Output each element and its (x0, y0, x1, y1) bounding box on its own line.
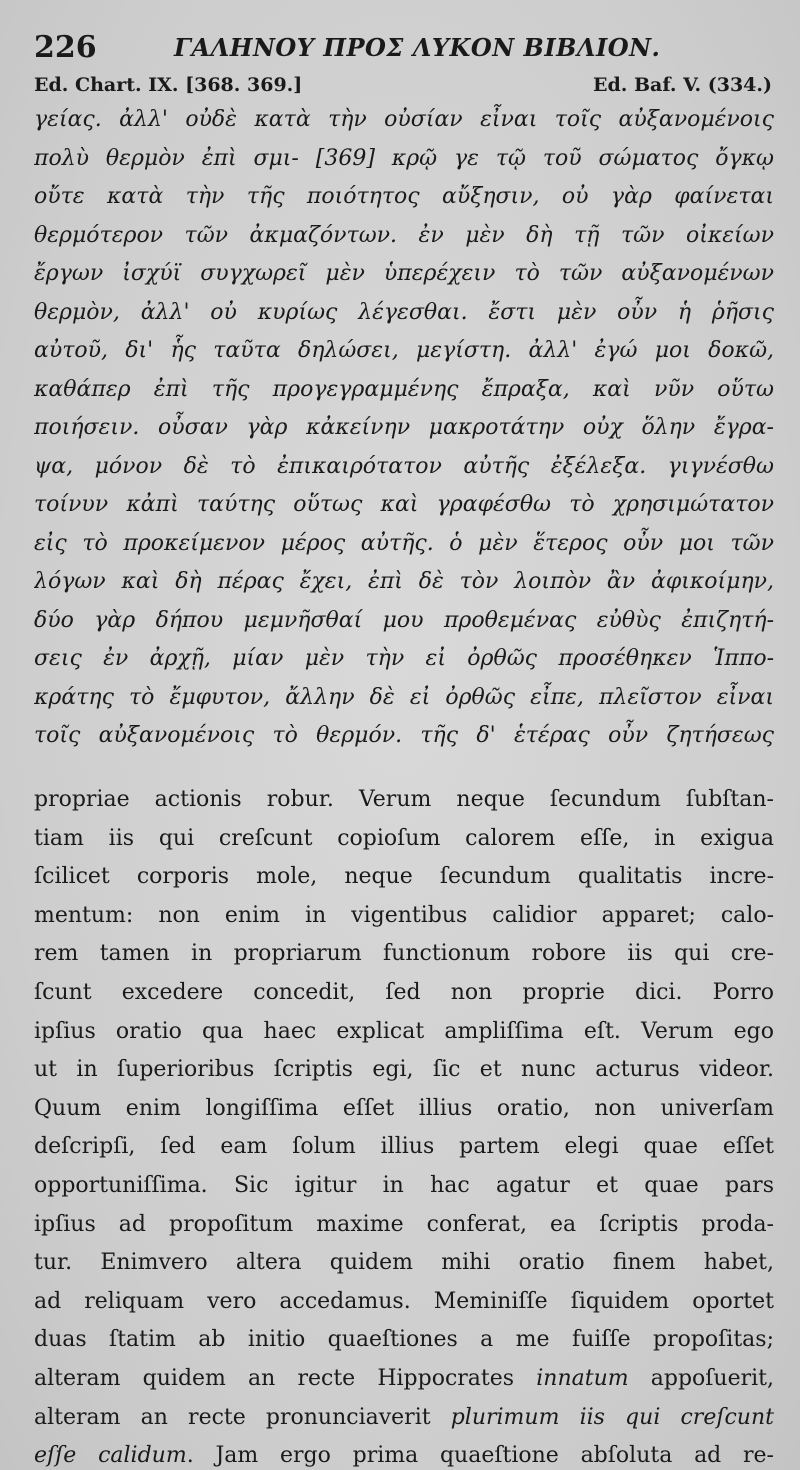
text-segment: tiam iis qui creſcunt copioſum calorem eſſe, in exigua (34, 825, 774, 851)
greek-text-line: θερμὸν, ἀλλ' οὐ κυρίως λέγεσθαι. ἔστι μὲν οὖν ἡ ῥῆσις (34, 299, 774, 325)
latin-text-line (34, 1360, 774, 1399)
greek-text-line: τοίνυν κἀπὶ ταύτης οὕτως καὶ γραφέσθω τὸ χρησιμώτατον (34, 492, 774, 517)
latin-text-line (34, 1321, 774, 1360)
text-segment: ſcunt excedere concedit, ſed non proprie dici. Porro (34, 979, 774, 1005)
greek-text-line: κράτης τὸ ἔμφυτον, ἄλλην δὲ εἰ ὀρθῶς εἶπε, πλεῖστον εἶναι (34, 684, 774, 710)
page-number: 226 (34, 30, 97, 65)
text-segment: ut in ſuperioribus ſcriptis egi, ſic et nunc acturus videor. (34, 1057, 774, 1083)
latin-text-line (34, 1399, 774, 1438)
latin-text-line (34, 820, 774, 859)
greek-text-line: τοῖς αὐξανομένοις τὸ θερμόν. τῆς δ' ἑτέρας οὖν ζητήσεως (34, 723, 774, 748)
italic-phrase: plurimum iis qui creſcunt (450, 1404, 774, 1430)
text-segment: ſcilicet corporis mole, neque ſecundum qualitatis incre- (34, 864, 774, 890)
latin-text-line (34, 1090, 774, 1129)
text-segment: ad reliquam vero accedamus. Meminiſſe ſiquidem oportet (34, 1288, 774, 1314)
greek-text-line: σεις ἐν ἀρχῇ, μίαν μὲν τὴν εἰ ὀρθῶς προσέθηκεν Ἱππο- (34, 646, 774, 671)
latin-text-line (34, 974, 774, 1013)
text-segment: appoſuerit, (628, 1365, 774, 1391)
latin-text-line (34, 1283, 774, 1322)
text-segment: mentum: non enim in vigentibus calidior apparet; calo- (34, 902, 774, 928)
text-segment: propriae actionis robur. Verum neque ſecundum ſubſtan- (34, 787, 774, 812)
latin-text-line (34, 1244, 774, 1283)
text-segment: deſcripſi, ſed eam ſolum illius partem elegi quae eſſet (34, 1134, 774, 1160)
latin-text-line (34, 1437, 774, 1470)
greek-text-block (34, 101, 774, 756)
greek-text-line: δύο γὰρ δήπου μεμνῆσθαί μου προθεμένας εὐθὺς ἐπιζητή- (34, 607, 774, 633)
text-segment: alteram quidem an recte Hippocrates (34, 1365, 537, 1391)
latin-text-line (34, 1051, 774, 1090)
text-segment: tur. Enimvero altera quidem mihi oratio finem habet, (34, 1250, 774, 1276)
edition-basel-reference: Ed. Baf. V. (334.) (593, 74, 772, 96)
greek-text-line: λόγων καὶ δὴ πέρας ἔχει, ἐπὶ δὲ τὸν λοιπὸν ἂν ἀφικοίμην, (34, 569, 774, 594)
greek-text-line: πολὺ θερμὸν ἐπὶ σμι- [369] κρῷ γε τῷ τοῦ σώματος ὄγκῳ (34, 145, 774, 171)
greek-text-line: θερμότερον τῶν ἀκμαζόντων. ἐν μὲν δὴ τῇ τῶν οἰκείων (34, 222, 774, 248)
latin-text-line (34, 897, 774, 936)
page-header (34, 30, 774, 70)
greek-text-line: ψα, μόνον δὲ τὸ ἐπικαιρότατον αὐτῆς ἐξέλεξα. γιγνέσθω (34, 453, 774, 479)
greek-text-line: ἔργων ἰσχύϊ συγχωρεῖ μὲν ὑπερέχειν τὸ τῶν αὐξανομένων (34, 261, 774, 286)
latin-text-line (34, 935, 774, 974)
text-segment: ipſius ad propoſitum maxime conferat, ea ſcriptis proda- (34, 1211, 774, 1237)
italic-phrase: innatum (536, 1365, 629, 1391)
italic-phrase: eſſe calidum (34, 1443, 187, 1469)
latin-text-line (34, 1206, 774, 1245)
latin-text-line (34, 781, 774, 820)
greek-text-line: γείας. ἀλλ' οὐδὲ κατὰ τὴν οὐσίαν εἶναι τοῖς αὐξανομένοις (34, 107, 774, 132)
text-segment: duas ſtatim ab initio quaeſtiones a me fuiſſe propoſitas; (34, 1327, 774, 1353)
text-segment: . Jam ergo prima quaeſtione abſoluta ad re- (186, 1443, 774, 1469)
running-title: ΓΑΛΗΝΟΥ ΠΡΟΣ ΛΥΚΟΝ ΒΙΒΛΙΟΝ. (174, 33, 661, 62)
text-segment: ipſius oratio qua haec explicat ampliſſima eſt. Verum ego (34, 1018, 774, 1044)
greek-text-line: οὔτε κατὰ τὴν τῆς ποιότητος αὔξησιν, οὐ γὰρ φαίνεται (34, 184, 774, 209)
text-segment: opportuniſſima. Sic igitur in hac agatur et quae pars (34, 1172, 774, 1198)
text-segment: Quum enim longiſſima eſſet illius oratio, non univerſam (34, 1095, 774, 1121)
edition-chart-reference: Ed. Chart. IX. [368. 369.] (34, 74, 303, 96)
greek-text-line: καθάπερ ἐπὶ τῆς προγεγραμμένης ἔπραξα, καὶ νῦν οὕτω (34, 376, 774, 402)
text-segment: rem tamen in propriarum functionum robore iis qui cre- (34, 941, 774, 967)
text-segment: alteram an recte pronunciaverit (34, 1404, 451, 1430)
latin-text-block (34, 781, 774, 1470)
latin-text-line (34, 1128, 774, 1167)
greek-text-line: ποιήσειν. οὖσαν γὰρ κἀκείνην μακροτάτην οὐχ ὅλην ἔγρα- (34, 415, 774, 440)
latin-text-line (34, 858, 774, 897)
latin-text-line (34, 1167, 774, 1206)
greek-text-line: αὐτοῦ, δι' ἧς ταῦτα δηλώσει, μεγίστη. ἀλλ' ἐγώ μοι δοκῶ, (34, 338, 774, 363)
greek-text-line: εἰς τὸ προκείμενον μέρος αὐτῆς. ὁ μὲν ἕτερος οὖν μοι τῶν (34, 530, 774, 556)
latin-text-line (34, 1013, 774, 1052)
